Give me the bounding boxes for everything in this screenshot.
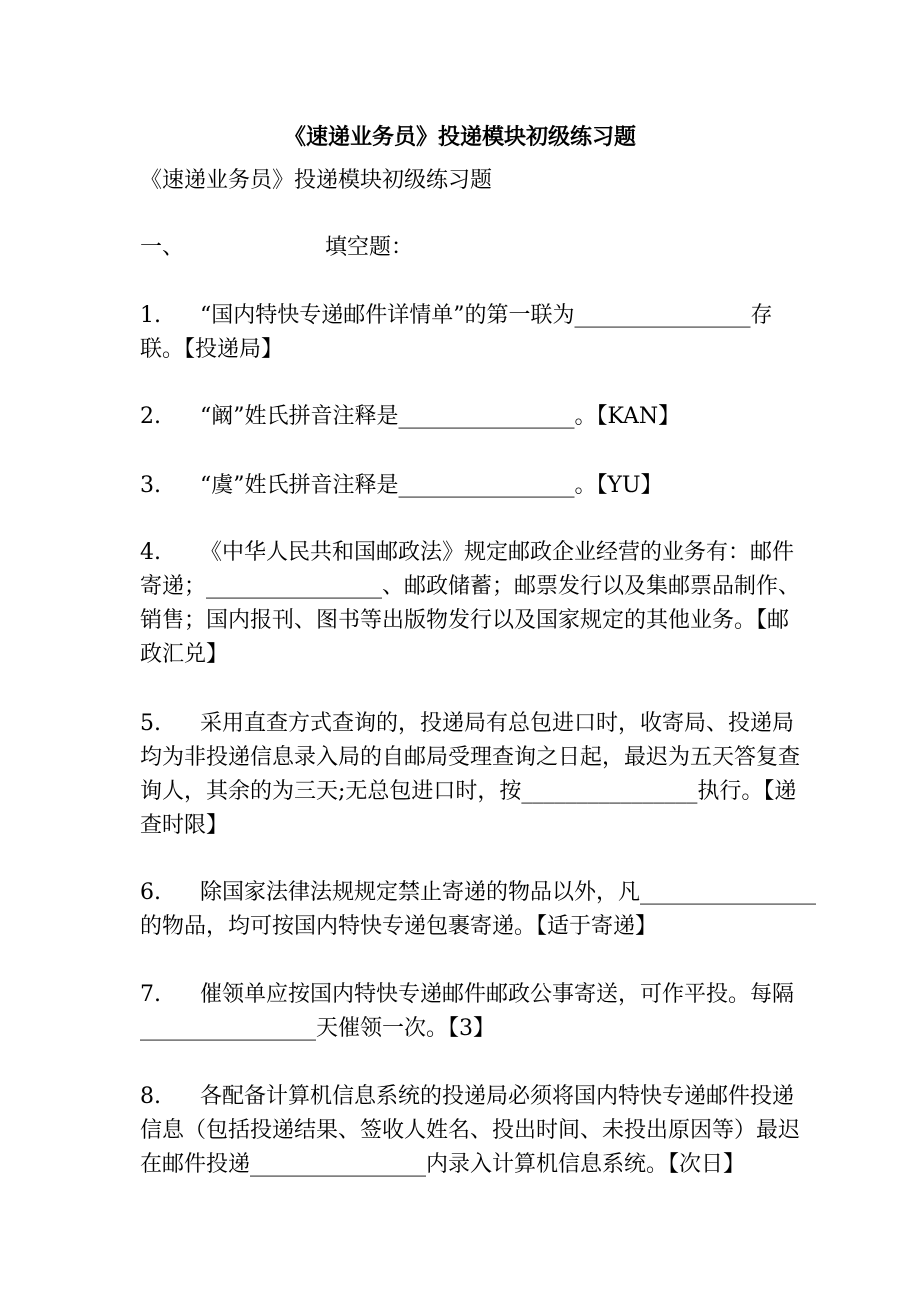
question-line — [140, 1014, 495, 1044]
question-line — [140, 335, 283, 365]
question-text: 催领单应按国内特快专递邮件邮政公事寄送，可作平投。每隔 — [200, 982, 795, 1007]
section-heading — [140, 230, 414, 261]
question-number: 5. — [140, 711, 161, 736]
question-number: 8. — [140, 1084, 161, 1109]
question-number: 2. — [140, 404, 161, 429]
question-line — [140, 538, 794, 568]
question-number: 4. — [140, 540, 161, 565]
question-line — [140, 1116, 800, 1146]
question-number: 3. — [140, 473, 161, 498]
question-line — [140, 471, 663, 501]
question-text: “虞”姓氏拼音注释是________________。【YU】 — [200, 473, 663, 498]
question-text: 查时限】 — [140, 813, 229, 838]
document-subtitle: 《速递业务员》投递模块初级练习题 — [140, 168, 493, 193]
question-text: 销售；国内报刊、图书等出版物发行以及国家规定的其他业务。【邮 — [140, 608, 790, 633]
question-line — [140, 777, 796, 807]
question-line — [140, 709, 794, 739]
question-text: 询人，其余的为三天;无总包进口时，按________________执行。【递 — [140, 779, 797, 804]
question-line — [140, 1082, 794, 1112]
question-line — [140, 301, 773, 331]
question-line — [140, 743, 800, 773]
question-text: “国内特快专递邮件详情单”的第一联为________________存 — [200, 303, 773, 328]
question-line — [140, 811, 228, 841]
question-text: “阚”姓氏拼音注释是________________。【KAN】 — [200, 404, 681, 429]
section-number: 一、 — [140, 235, 185, 260]
question-text: 采用直查方式查询的，投递局有总包进口时，收寄局、投递局 — [200, 711, 795, 736]
question-number: 6. — [140, 880, 161, 905]
question-text: 《中华人民共和国邮政法》规定邮政企业经营的业务有：邮件 — [200, 540, 795, 565]
question-text: 均为非投递信息录入局的自邮局受理查询之日起，最迟为五天答复查 — [140, 745, 801, 770]
question-line — [140, 980, 794, 1010]
question-text: 在邮件投递________________内录入计算机信息系统。【次日】 — [140, 1152, 746, 1177]
question-line — [140, 402, 680, 432]
question-line — [140, 640, 228, 670]
question-line — [140, 606, 789, 636]
section-label: 填空题： — [325, 235, 414, 260]
question-number: 7. — [140, 982, 161, 1007]
question-number: 1. — [140, 303, 161, 328]
question-text: ________________天催领一次。【3】 — [140, 1016, 495, 1041]
question-text: 寄递；________________、邮政储蓄；邮票发行以及集邮票品制作、 — [140, 574, 801, 599]
question-line — [140, 912, 657, 942]
question-text: 各配备计算机信息系统的投递局必须将国内特快专递邮件投递 — [200, 1084, 795, 1109]
question-line — [140, 1150, 745, 1180]
question-text: 联。【投递局】 — [140, 337, 284, 362]
question-text: 信息（包括投递结果、签收人姓名、投出时间、未投出原因等）最迟 — [140, 1118, 801, 1143]
question-text: 的物品，均可按国内特快专递包裹寄递。【适于寄递】 — [140, 914, 658, 939]
question-text: 除国家法律法规规定禁止寄递的物品以外，凡________________ — [200, 880, 817, 905]
document-title: 《速递业务员》投递模块初级练习题 — [283, 124, 636, 150]
question-line — [140, 572, 800, 602]
question-line — [140, 878, 816, 908]
question-text: 政汇兑】 — [140, 642, 229, 667]
